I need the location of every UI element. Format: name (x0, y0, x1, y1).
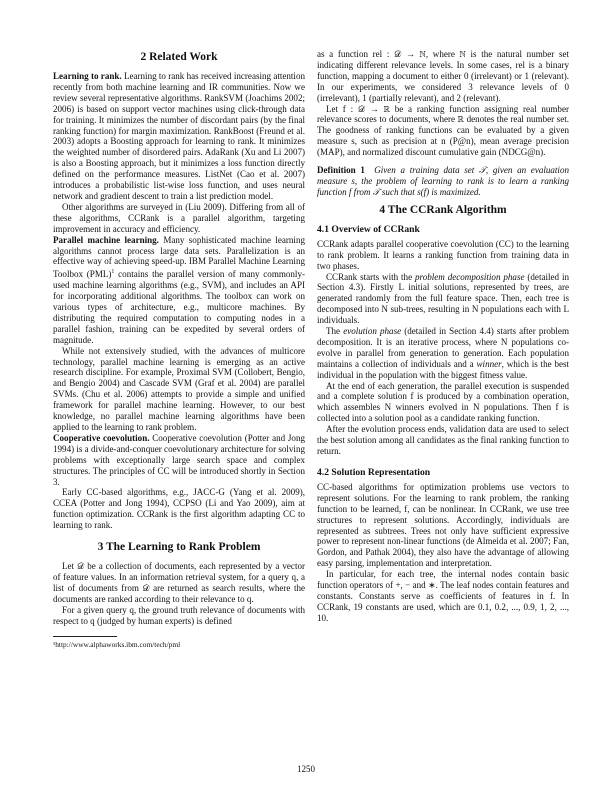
paragraph-other-algorithms: Other algorithms are surveyed in (Liu 2009). Differing from all of these algorithms, CCRank is a parallel algorithm, targeting improvement in accuracy and efficiency. (53, 201, 305, 234)
left-column (53, 49, 305, 649)
page-number: 1250 (297, 764, 315, 774)
paragraph-ccrank-adapts: CCRank adapts parallel cooperative coevolution (CC) to the learning to rank problem. It learns a ranking function from training data in two phases. (317, 238, 569, 271)
footnote-pml-url: ¹http://www.alphaworks.ibm.com/tech/pml (53, 639, 181, 649)
paragraph-text: contains the parallel version of many commonly-used machine learning algorithms (e.g., SVM), and includes an API for incorporating additional algorithms. The toolbox can work on various types of architecture, e.g., multicore machines. By distributing the required computation to computing nodes in a parallel fashion, training can be expedited by several orders of magnitude. (53, 269, 305, 345)
right-column (317, 49, 569, 624)
definition-label: Definition 1 (317, 165, 365, 176)
run-in-heading-learning-to-rank: Learning to rank. (53, 71, 122, 81)
subsection-4-1-heading: 4.1 Overview of CCRank (317, 223, 420, 235)
paragraph-text: Learning to rank has received increasing attention recently from both machine learning and IR communities. Now we review several representative algorithms. RankSVM (Joachims 2002; 2006) is based on support vector machines using click-through data for training. It minimizes the number of discordant pairs (by the final ranking function) for margin maximization. RankBoost (Freund et al. 2003) adopts a Boosting approach for learning to rank. It minimizes the weighted number of disordered pairs. AdaRank (Xu and Li 2007) is also a Boosting approach, but it minimizes a loss function directly defined on the performance measures. ListNet (Cao et al. 2007) introduces a probabilistic list-wise loss function, and uses neural network and gradient descent to train a list prediction model. (53, 71, 305, 201)
paragraph-text: The (326, 326, 344, 337)
definition-1 (317, 165, 569, 198)
paragraph-text: (detailed in Section 4.3). Firstly L initial solutions, represented by trees, are generated randomly from the full feature space. Then, each tree is decomposed into N sub-trees, resulting in N populations each with L individuals. (317, 271, 569, 326)
paragraph-given-query: For a given query q, the ground truth relevance of documents with respect to q (judged by human experts) is defined (53, 604, 305, 626)
footnote-marker: 1 (111, 269, 115, 276)
paragraph-end-of-generation: At the end of each generation, the parallel execution is suspended and a complete solution f is produced by a combination operation, which assembles N winners evolved in N populations. Then f is collected into a solution pool as a candidate ranking function. (317, 380, 569, 424)
paragraph-evolution-phase (317, 326, 569, 381)
paragraph-relevance-function: as a function rel : 𝒟 → ℕ, where ℕ is the natural number set indicating different relevance levels. In some cases, rel is a binary function, mapping a document to either 0 (irrelevant) or 1 (relevant). In our experiments, we considered 3 relevance levels of 0 (irrelevant), 1 (partially relevant), and 2 (relevant). (317, 49, 569, 103)
paragraph-early-cc: Early CC-based algorithms, e.g., JACC-G (Yang et al. 2009), CCEA (Potter and Jong 1994), CCPSO (Li and Yao 2009), aim at function optimization. CCRank is the first algorithm adapting CC to learning to rank. (53, 487, 305, 531)
run-in-heading-parallel-ml: Parallel machine learning. (53, 234, 159, 245)
subsection-4-2-heading: 4.2 Solution Representation (317, 466, 431, 478)
paragraph-let-d: Let 𝒟 be a collection of documents, each represented by a vector of feature values. In an information retrieval system, for a query q, a list of documents from 𝒟 are returned as search results, where the documents are ranked according to their relevance to q. (53, 561, 305, 604)
paragraph-after-evolution: After the evolution process ends, validation data are used to select the best solution among all candidates as the final ranking function to return. (317, 424, 569, 456)
paragraph-text: Many sophisticated machine learning algorithms cannot process large data sets. Parallelization is an effective way of achieving speed-up. IBM Parallel Machine Learning Toolbox (PML) (53, 234, 305, 280)
paragraph-text: Cooperative coevolution (Potter and Jong 1994) is a divide-and-conquer coevolutionary architecture for solving problems with exceptionally large search space and complex structures. The principles of CC will be introduced shortly in Section 3. (53, 432, 305, 487)
section-3-heading: 3 The Learning to Rank Problem (97, 541, 261, 554)
section-2-heading: 2 Related Work (140, 51, 218, 63)
paragraph-in-particular: In particular, for each tree, the internal nodes contain basic function operators of +, − and ∗. The leaf nodes contain features and constants. Constants serve as coefficients of features in f. In CCRank, 19 constants are used, which are 0.1, 0.2, ..., 0.9, 1, 2, ..., 10. (317, 569, 569, 623)
paragraph-text: , which is the best individual in the population with the biggest fitness value. (317, 358, 570, 380)
run-in-heading-cooperative-coevolution: Cooperative coevolution. (53, 432, 150, 443)
section-4-heading: 4 The CCRank Algorithm (379, 203, 507, 216)
paragraph-ranking-function: Let f : 𝒟 → ℝ be a ranking function assigning real number relevance scores to documents, where ℝ denotes the real number set. The goodness of ranking functions can be evaluated by a given measure s, such as precision at n (P@n), mean average precision (MAP), and normalized discount cumulative gain (NDCG@n). (317, 103, 569, 158)
paragraph-decomposition-phase (317, 272, 569, 327)
paragraph-text: (detailed in Section 4.4) starts after problem decomposition. It is an iterative process, where N populations co-evolve in parallel from generation to generation. Each population maintains a collection of individuals and a (317, 326, 569, 369)
emphasis-decomposition-phase: problem decomposition phase (415, 271, 525, 282)
paragraph-learning-to-rank (53, 71, 305, 202)
paragraph-cooperative-coevolution (53, 433, 305, 488)
emphasis-winner: winner (476, 358, 502, 369)
paragraph-cc-based: CC-based algorithms for optimization problems use vectors to represent solutions. For the learning to rank problem, the ranking function to be learned, f, can be nonlinear. In CCRank, we use tree structures to represent solutions. Accordingly, individuals are represented as subtrees. Trees not only have sufficient expressive power to represent non-linear functions (de Almeida et al. 2007; Fan, Gordon, and Pathak 2004), they also have the advantage of allowing easy parsing, implementation and interpretation. (317, 481, 569, 569)
definition-text: Given a training data set 𝒯, given an evaluation measure s, the problem of learning to rank is to learn a ranking function f from 𝒯 such that s(f) is maximized. (317, 165, 569, 197)
footnote-rule (53, 636, 117, 637)
paragraph-text: CCRank starts with the (326, 271, 415, 282)
emphasis-evolution-phase: evolution phase (343, 326, 402, 337)
paragraph-while-not-studied: While not extensively studied, with the advances of multicore technology, parallel machine learning is emerging as an active research discipline. For example, Proximal SVM (Collobert, Bengio, and Bengio 2004) and Cascade SVM (Graf et al. 2004) are parallel SVMs. (Chu et al. 2006) attempts to provide a simple and unified framework for parallel machine learning. However, to our best knowledge, no parallel machine learning algorithms have been applied to the learning to rank problem. (53, 345, 305, 433)
paragraph-parallel-ml (53, 235, 305, 346)
